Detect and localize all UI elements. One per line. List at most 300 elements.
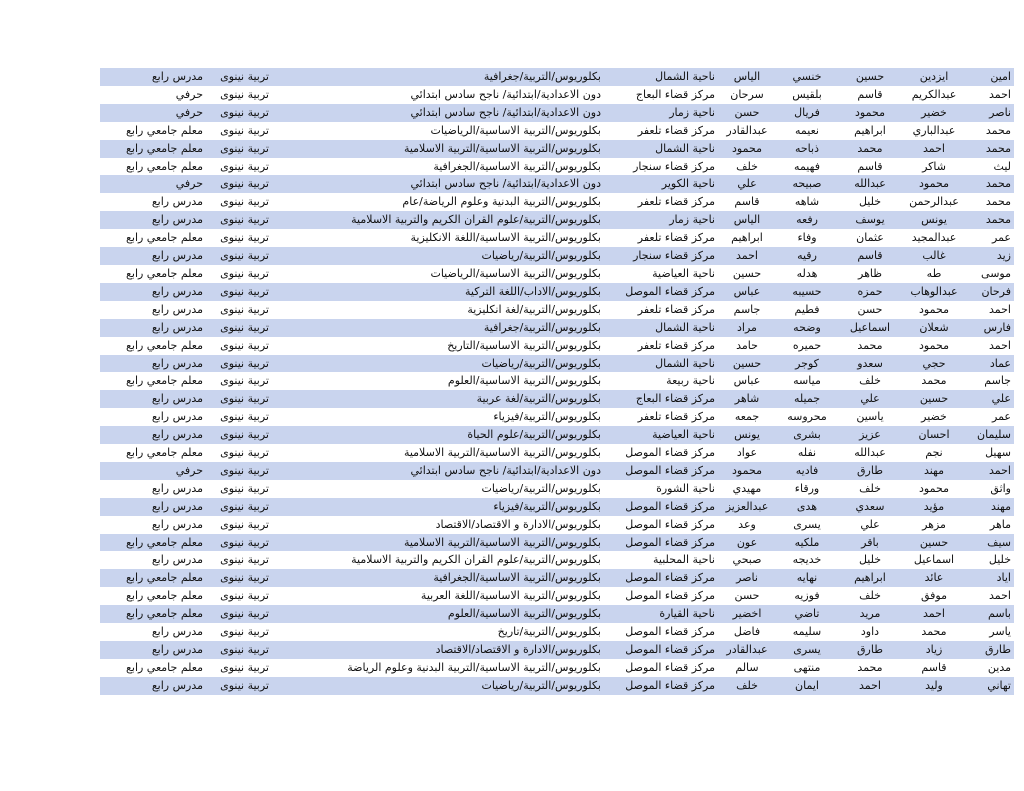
cell-father-name: مزهر	[902, 516, 966, 534]
table-row	[100, 623, 1014, 641]
table-row	[100, 480, 1014, 498]
cell-grandfather-name: خلف	[838, 372, 902, 390]
cell-grandfather-name: حمزه	[838, 283, 902, 301]
cell-job-title: مدرس رابع	[100, 283, 206, 301]
cell-father-name: ايزدين	[902, 68, 966, 86]
cell-mother-name: يسرى	[776, 516, 838, 534]
cell-district: مركز قضاء البعاج	[604, 390, 718, 408]
cell-first-name: موسى	[966, 265, 1014, 283]
cell-qualification: بكلوريوس/التربية الاساسية/التربية البدنية وعلوم الرياضة	[272, 659, 604, 677]
table-row	[100, 534, 1014, 552]
cell-directorate: تربية نينوى	[206, 498, 272, 516]
cell-first-name: محمد	[966, 211, 1014, 229]
cell-qualification: بكلوريوس/التربية الاساسية/العلوم	[272, 372, 604, 390]
cell-grandfather-name: محمد	[838, 140, 902, 158]
cell-father-name: مؤيد	[902, 498, 966, 516]
cell-first-name: فرحان	[966, 283, 1014, 301]
table-row	[100, 426, 1014, 444]
cell-mother-name: صبيحه	[776, 175, 838, 193]
cell-mother-name: وفاء	[776, 229, 838, 247]
cell-father-name: خضير	[902, 104, 966, 122]
cell-district: ناحية الشمال	[604, 68, 718, 86]
table-row	[100, 301, 1014, 319]
cell-qualification: بكلوريوس/التربية/رياضيات	[272, 355, 604, 373]
cell-district: مركز قضاء تلعفر	[604, 408, 718, 426]
cell-mother-name: محروسه	[776, 408, 838, 426]
cell-mother-father-name: مراد	[718, 319, 776, 337]
cell-district: مركز قضاء الموصل	[604, 462, 718, 480]
table-body	[100, 68, 1014, 695]
cell-job-title: معلم جامعي رابع	[100, 444, 206, 462]
cell-district: مركز قضاء تلعفر	[604, 122, 718, 140]
cell-first-name: امين	[966, 68, 1014, 86]
cell-job-title: معلم جامعي رابع	[100, 337, 206, 355]
cell-father-name: عبدالكريم	[902, 86, 966, 104]
cell-father-name: زياد	[902, 641, 966, 659]
table-row	[100, 444, 1014, 462]
cell-qualification: بكلوريوس/التربية الاساسية/الرياضيات	[272, 122, 604, 140]
cell-grandfather-name: محمد	[838, 337, 902, 355]
cell-mother-name: نهايه	[776, 569, 838, 587]
cell-directorate: تربية نينوى	[206, 462, 272, 480]
cell-father-name: طه	[902, 265, 966, 283]
cell-directorate: تربية نينوى	[206, 211, 272, 229]
cell-father-name: محمد	[902, 372, 966, 390]
cell-grandfather-name: طارق	[838, 462, 902, 480]
table-row	[100, 605, 1014, 623]
cell-father-name: شعلان	[902, 319, 966, 337]
cell-mother-father-name: عبدالقادر	[718, 122, 776, 140]
cell-qualification: بكلوريوس/التربية الاساسية/التاريخ	[272, 337, 604, 355]
table-row	[100, 68, 1014, 86]
cell-job-title: معلم جامعي رابع	[100, 587, 206, 605]
cell-mother-name: ورقاء	[776, 480, 838, 498]
cell-mother-name: كوجر	[776, 355, 838, 373]
cell-job-title: مدرس رابع	[100, 623, 206, 641]
cell-grandfather-name: خليل	[838, 551, 902, 569]
cell-first-name: جاسم	[966, 372, 1014, 390]
cell-father-name: عبدالرحمن	[902, 193, 966, 211]
cell-directorate: تربية نينوى	[206, 193, 272, 211]
cell-father-name: عبدالباري	[902, 122, 966, 140]
table-row	[100, 158, 1014, 176]
cell-job-title: مدرس رابع	[100, 68, 206, 86]
cell-job-title: معلم جامعي رابع	[100, 265, 206, 283]
cell-mother-name: بشرى	[776, 426, 838, 444]
cell-mother-name: ملكيه	[776, 534, 838, 552]
cell-father-name: حسين	[902, 390, 966, 408]
cell-directorate: تربية نينوى	[206, 355, 272, 373]
cell-mother-father-name: الياس	[718, 68, 776, 86]
table-row	[100, 677, 1014, 695]
table-row	[100, 140, 1014, 158]
cell-first-name: طارق	[966, 641, 1014, 659]
cell-grandfather-name: محمود	[838, 104, 902, 122]
cell-district: مركز قضاء الموصل	[604, 659, 718, 677]
cell-grandfather-name: خلف	[838, 587, 902, 605]
cell-job-title: معلم جامعي رابع	[100, 140, 206, 158]
cell-first-name: ناصر	[966, 104, 1014, 122]
cell-grandfather-name: عبدالله	[838, 175, 902, 193]
cell-mother-name: مياسه	[776, 372, 838, 390]
cell-grandfather-name: قاسم	[838, 86, 902, 104]
cell-father-name: يونس	[902, 211, 966, 229]
cell-job-title: حرفي	[100, 86, 206, 104]
cell-grandfather-name: داود	[838, 623, 902, 641]
cell-job-title: مدرس رابع	[100, 641, 206, 659]
cell-directorate: تربية نينوى	[206, 390, 272, 408]
table-row	[100, 122, 1014, 140]
cell-father-name: اسماعيل	[902, 551, 966, 569]
cell-district: ناحية زمار	[604, 104, 718, 122]
cell-grandfather-name: عبدالله	[838, 444, 902, 462]
cell-father-name: شاكر	[902, 158, 966, 176]
cell-father-name: حجي	[902, 355, 966, 373]
cell-father-name: مهند	[902, 462, 966, 480]
cell-mother-name: وضحه	[776, 319, 838, 337]
cell-district: ناحية الشمال	[604, 140, 718, 158]
cell-directorate: تربية نينوى	[206, 301, 272, 319]
cell-father-name: عبدالمجيد	[902, 229, 966, 247]
cell-mother-father-name: سالم	[718, 659, 776, 677]
cell-grandfather-name: خليل	[838, 193, 902, 211]
cell-job-title: معلم جامعي رابع	[100, 569, 206, 587]
cell-directorate: تربية نينوى	[206, 408, 272, 426]
cell-district: مركز قضاء الموصل	[604, 641, 718, 659]
cell-first-name: خليل	[966, 551, 1014, 569]
table-row	[100, 86, 1014, 104]
cell-qualification: دون الاعدادية/ابتدائية/ ناجح سادس ابتدائي	[272, 104, 604, 122]
cell-job-title: مدرس رابع	[100, 677, 206, 695]
cell-grandfather-name: يوسف	[838, 211, 902, 229]
cell-qualification: دون الاعدادية/ابتدائية/ ناجح سادس ابتدائي	[272, 462, 604, 480]
cell-job-title: مدرس رابع	[100, 390, 206, 408]
cell-job-title: معلم جامعي رابع	[100, 372, 206, 390]
cell-grandfather-name: محمد	[838, 659, 902, 677]
cell-mother-father-name: عبدالقادر	[718, 641, 776, 659]
cell-qualification: بكلوريوس/التربية/فيزياء	[272, 498, 604, 516]
cell-first-name: احمد	[966, 301, 1014, 319]
cell-directorate: تربية نينوى	[206, 372, 272, 390]
cell-job-title: مدرس رابع	[100, 480, 206, 498]
cell-job-title: حرفي	[100, 175, 206, 193]
cell-grandfather-name: اسماعيل	[838, 319, 902, 337]
cell-mother-father-name: سرحان	[718, 86, 776, 104]
cell-mother-father-name: شاهر	[718, 390, 776, 408]
cell-qualification: بكلوريوس/التربية الاساسية/الجغرافية	[272, 158, 604, 176]
table-row	[100, 462, 1014, 480]
cell-job-title: مدرس رابع	[100, 551, 206, 569]
cell-grandfather-name: ابراهيم	[838, 122, 902, 140]
cell-district: ناحية الشمال	[604, 355, 718, 373]
cell-first-name: ياسر	[966, 623, 1014, 641]
cell-mother-name: منتهى	[776, 659, 838, 677]
cell-directorate: تربية نينوى	[206, 551, 272, 569]
cell-directorate: تربية نينوى	[206, 140, 272, 158]
cell-directorate: تربية نينوى	[206, 444, 272, 462]
cell-qualification: بكلوريوس/الادارة و الاقتصاد/الاقتصاد	[272, 641, 604, 659]
cell-grandfather-name: علي	[838, 516, 902, 534]
cell-first-name: زيد	[966, 247, 1014, 265]
cell-job-title: مدرس رابع	[100, 516, 206, 534]
cell-mother-name: جميله	[776, 390, 838, 408]
cell-directorate: تربية نينوى	[206, 122, 272, 140]
cell-district: مركز قضاء تلعفر	[604, 301, 718, 319]
cell-first-name: مدين	[966, 659, 1014, 677]
cell-first-name: محمد	[966, 140, 1014, 158]
cell-mother-name: نفله	[776, 444, 838, 462]
cell-district: ناحية المحلبية	[604, 551, 718, 569]
cell-grandfather-name: باقر	[838, 534, 902, 552]
table-row	[100, 569, 1014, 587]
cell-first-name: سيف	[966, 534, 1014, 552]
cell-qualification: بكلوريوس/التربية/رياضيات	[272, 247, 604, 265]
cell-mother-name: بلقيس	[776, 86, 838, 104]
cell-grandfather-name: حسين	[838, 68, 902, 86]
cell-first-name: مهند	[966, 498, 1014, 516]
cell-district: مركز قضاء الموصل	[604, 516, 718, 534]
cell-directorate: تربية نينوى	[206, 319, 272, 337]
cell-grandfather-name: قاسم	[838, 247, 902, 265]
table-row	[100, 355, 1014, 373]
table-row	[100, 211, 1014, 229]
cell-directorate: تربية نينوى	[206, 337, 272, 355]
cell-mother-father-name: عباس	[718, 283, 776, 301]
cell-job-title: معلم جامعي رابع	[100, 229, 206, 247]
cell-first-name: ليث	[966, 158, 1014, 176]
cell-district: مركز قضاء الموصل	[604, 677, 718, 695]
cell-job-title: معلم جامعي رابع	[100, 158, 206, 176]
cell-qualification: بكلوريوس/التربية البدنية وعلوم الرياضة/عام	[272, 193, 604, 211]
cell-father-name: احسان	[902, 426, 966, 444]
cell-job-title: مدرس رابع	[100, 408, 206, 426]
cell-qualification: بكلوريوس/التربية الاساسية/اللغة العربية	[272, 587, 604, 605]
cell-mother-father-name: اخضير	[718, 605, 776, 623]
cell-grandfather-name: علي	[838, 390, 902, 408]
cell-grandfather-name: احمد	[838, 677, 902, 695]
cell-first-name: عمر	[966, 408, 1014, 426]
cell-district: مركز قضاء الموصل	[604, 444, 718, 462]
cell-district: ناحية ربيعة	[604, 372, 718, 390]
cell-mother-name: فاديه	[776, 462, 838, 480]
cell-first-name: عماد	[966, 355, 1014, 373]
cell-mother-father-name: قاسم	[718, 193, 776, 211]
cell-job-title: مدرس رابع	[100, 426, 206, 444]
cell-district: ناحية زمار	[604, 211, 718, 229]
cell-qualification: بكلوريوس/التربية الاساسية/العلوم	[272, 605, 604, 623]
cell-mother-father-name: ابراهيم	[718, 229, 776, 247]
cell-directorate: تربية نينوى	[206, 480, 272, 498]
cell-directorate: تربية نينوى	[206, 659, 272, 677]
cell-directorate: تربية نينوى	[206, 247, 272, 265]
cell-grandfather-name: خلف	[838, 480, 902, 498]
cell-mother-father-name: جاسم	[718, 301, 776, 319]
cell-district: مركز قضاء تلعفر	[604, 193, 718, 211]
cell-directorate: تربية نينوى	[206, 677, 272, 695]
data-table	[100, 68, 1014, 695]
cell-mother-father-name: جمعه	[718, 408, 776, 426]
cell-grandfather-name: حسن	[838, 301, 902, 319]
table-row	[100, 229, 1014, 247]
cell-first-name: محمد	[966, 175, 1014, 193]
cell-district: مركز قضاء الموصل	[604, 498, 718, 516]
cell-qualification: بكلوريوس/التربية/جغرافية	[272, 68, 604, 86]
cell-mother-name: حسيبه	[776, 283, 838, 301]
cell-district: ناحية الشمال	[604, 319, 718, 337]
cell-mother-father-name: وعد	[718, 516, 776, 534]
cell-directorate: تربية نينوى	[206, 426, 272, 444]
table-row	[100, 175, 1014, 193]
cell-job-title: معلم جامعي رابع	[100, 659, 206, 677]
cell-grandfather-name: ظاهر	[838, 265, 902, 283]
cell-mother-father-name: محمود	[718, 140, 776, 158]
cell-first-name: احمد	[966, 86, 1014, 104]
cell-job-title: مدرس رابع	[100, 319, 206, 337]
cell-mother-name: سليمه	[776, 623, 838, 641]
cell-qualification: بكلوريوس/التربية الاساسية/التربية الاسلامية	[272, 140, 604, 158]
cell-grandfather-name: مريد	[838, 605, 902, 623]
cell-qualification: بكلوريوس/التربية/تاريخ	[272, 623, 604, 641]
table-row	[100, 247, 1014, 265]
cell-first-name: سليمان	[966, 426, 1014, 444]
cell-job-title: معلم جامعي رابع	[100, 534, 206, 552]
cell-qualification: بكلوريوس/التربية/علوم القران الكريم والتربية الاسلامية	[272, 211, 604, 229]
cell-mother-name: خديجه	[776, 551, 838, 569]
cell-first-name: محمد	[966, 122, 1014, 140]
cell-mother-name: شاهه	[776, 193, 838, 211]
cell-father-name: محمود	[902, 175, 966, 193]
cell-district: مركز قضاء البعاج	[604, 86, 718, 104]
cell-mother-name: هدى	[776, 498, 838, 516]
cell-first-name: باسم	[966, 605, 1014, 623]
cell-directorate: تربية نينوى	[206, 569, 272, 587]
cell-mother-name: حميره	[776, 337, 838, 355]
cell-qualification: بكلوريوس/التربية/علوم القران الكريم والتربية الاسلامية	[272, 551, 604, 569]
cell-directorate: تربية نينوى	[206, 623, 272, 641]
cell-mother-name: تاضي	[776, 605, 838, 623]
cell-job-title: معلم جامعي رابع	[100, 122, 206, 140]
cell-qualification: بكلوريوس/الاداب/اللغة التركية	[272, 283, 604, 301]
cell-district: مركز قضاء الموصل	[604, 587, 718, 605]
table-row	[100, 193, 1014, 211]
cell-qualification: بكلوريوس/التربية الاساسية/الرياضيات	[272, 265, 604, 283]
cell-mother-father-name: حسن	[718, 104, 776, 122]
cell-job-title: مدرس رابع	[100, 211, 206, 229]
cell-grandfather-name: ياسين	[838, 408, 902, 426]
cell-father-name: موفق	[902, 587, 966, 605]
cell-grandfather-name: ابراهيم	[838, 569, 902, 587]
table-row	[100, 498, 1014, 516]
cell-qualification: بكلوريوس/التربية/لغة عربية	[272, 390, 604, 408]
cell-mother-father-name: الياس	[718, 211, 776, 229]
cell-mother-father-name: يونس	[718, 426, 776, 444]
cell-mother-name: يسرى	[776, 641, 838, 659]
cell-father-name: محمود	[902, 480, 966, 498]
cell-district: ناحية الكوير	[604, 175, 718, 193]
cell-directorate: تربية نينوى	[206, 86, 272, 104]
cell-mother-name: رفعه	[776, 211, 838, 229]
cell-qualification: بكلوريوس/التربية/فيزياء	[272, 408, 604, 426]
cell-first-name: سهيل	[966, 444, 1014, 462]
cell-directorate: تربية نينوى	[206, 283, 272, 301]
table-row	[100, 283, 1014, 301]
cell-mother-name: خنسي	[776, 68, 838, 86]
cell-qualification: بكلوريوس/التربية الاساسية/الجغرافية	[272, 569, 604, 587]
cell-father-name: عائد	[902, 569, 966, 587]
cell-qualification: بكلوريوس/التربية الاساسية/التربية الاسلامية	[272, 534, 604, 552]
cell-grandfather-name: سعدي	[838, 498, 902, 516]
cell-mother-name: نعيمه	[776, 122, 838, 140]
cell-district: مركز قضاء تلعفر	[604, 229, 718, 247]
cell-father-name: محمود	[902, 301, 966, 319]
cell-job-title: مدرس رابع	[100, 301, 206, 319]
cell-qualification: بكلوريوس/التربية الاساسية/اللغة الانكليزية	[272, 229, 604, 247]
cell-father-name: خضير	[902, 408, 966, 426]
cell-district: ناحية العياضية	[604, 265, 718, 283]
cell-mother-father-name: احمد	[718, 247, 776, 265]
table-row	[100, 551, 1014, 569]
cell-qualification: بكلوريوس/التربية/لغة انكليزية	[272, 301, 604, 319]
cell-father-name: احمد	[902, 605, 966, 623]
cell-father-name: نجم	[902, 444, 966, 462]
cell-mother-father-name: عون	[718, 534, 776, 552]
cell-district: ناحية العياضية	[604, 426, 718, 444]
cell-mother-father-name: ناصر	[718, 569, 776, 587]
cell-mother-father-name: عبدالعزيز	[718, 498, 776, 516]
cell-mother-father-name: حامد	[718, 337, 776, 355]
cell-father-name: وليد	[902, 677, 966, 695]
cell-mother-name: ايمان	[776, 677, 838, 695]
cell-grandfather-name: سعدو	[838, 355, 902, 373]
cell-qualification: بكلوريوس/التربية/رياضيات	[272, 677, 604, 695]
cell-mother-name: فهيمه	[776, 158, 838, 176]
cell-directorate: تربية نينوى	[206, 605, 272, 623]
cell-grandfather-name: طارق	[838, 641, 902, 659]
cell-mother-father-name: علي	[718, 175, 776, 193]
cell-grandfather-name: عزيز	[838, 426, 902, 444]
cell-first-name: احمد	[966, 462, 1014, 480]
table-row	[100, 319, 1014, 337]
cell-qualification: دون الاعدادية/ابتدائية/ ناجح سادس ابتدائي	[272, 86, 604, 104]
table-row	[100, 390, 1014, 408]
table-row	[100, 641, 1014, 659]
cell-job-title: حرفي	[100, 104, 206, 122]
cell-job-title: مدرس رابع	[100, 193, 206, 211]
table-row	[100, 408, 1014, 426]
cell-qualification: بكلوريوس/التربية/جغرافية	[272, 319, 604, 337]
cell-mother-father-name: مهيدي	[718, 480, 776, 498]
cell-district: مركز قضاء تلعفر	[604, 337, 718, 355]
table-row	[100, 372, 1014, 390]
cell-district: ناحية الشورة	[604, 480, 718, 498]
cell-directorate: تربية نينوى	[206, 265, 272, 283]
cell-first-name: اياد	[966, 569, 1014, 587]
cell-mother-father-name: فاضل	[718, 623, 776, 641]
cell-qualification: بكلوريوس/التربية/علوم الحياة	[272, 426, 604, 444]
cell-first-name: واثق	[966, 480, 1014, 498]
cell-district: مركز قضاء الموصل	[604, 534, 718, 552]
cell-directorate: تربية نينوى	[206, 104, 272, 122]
cell-grandfather-name: قاسم	[838, 158, 902, 176]
cell-first-name: محمد	[966, 193, 1014, 211]
cell-directorate: تربية نينوى	[206, 516, 272, 534]
cell-job-title: حرفي	[100, 462, 206, 480]
table-row	[100, 659, 1014, 677]
cell-father-name: قاسم	[902, 659, 966, 677]
cell-mother-father-name: حسين	[718, 265, 776, 283]
cell-directorate: تربية نينوى	[206, 534, 272, 552]
cell-mother-name: هدله	[776, 265, 838, 283]
